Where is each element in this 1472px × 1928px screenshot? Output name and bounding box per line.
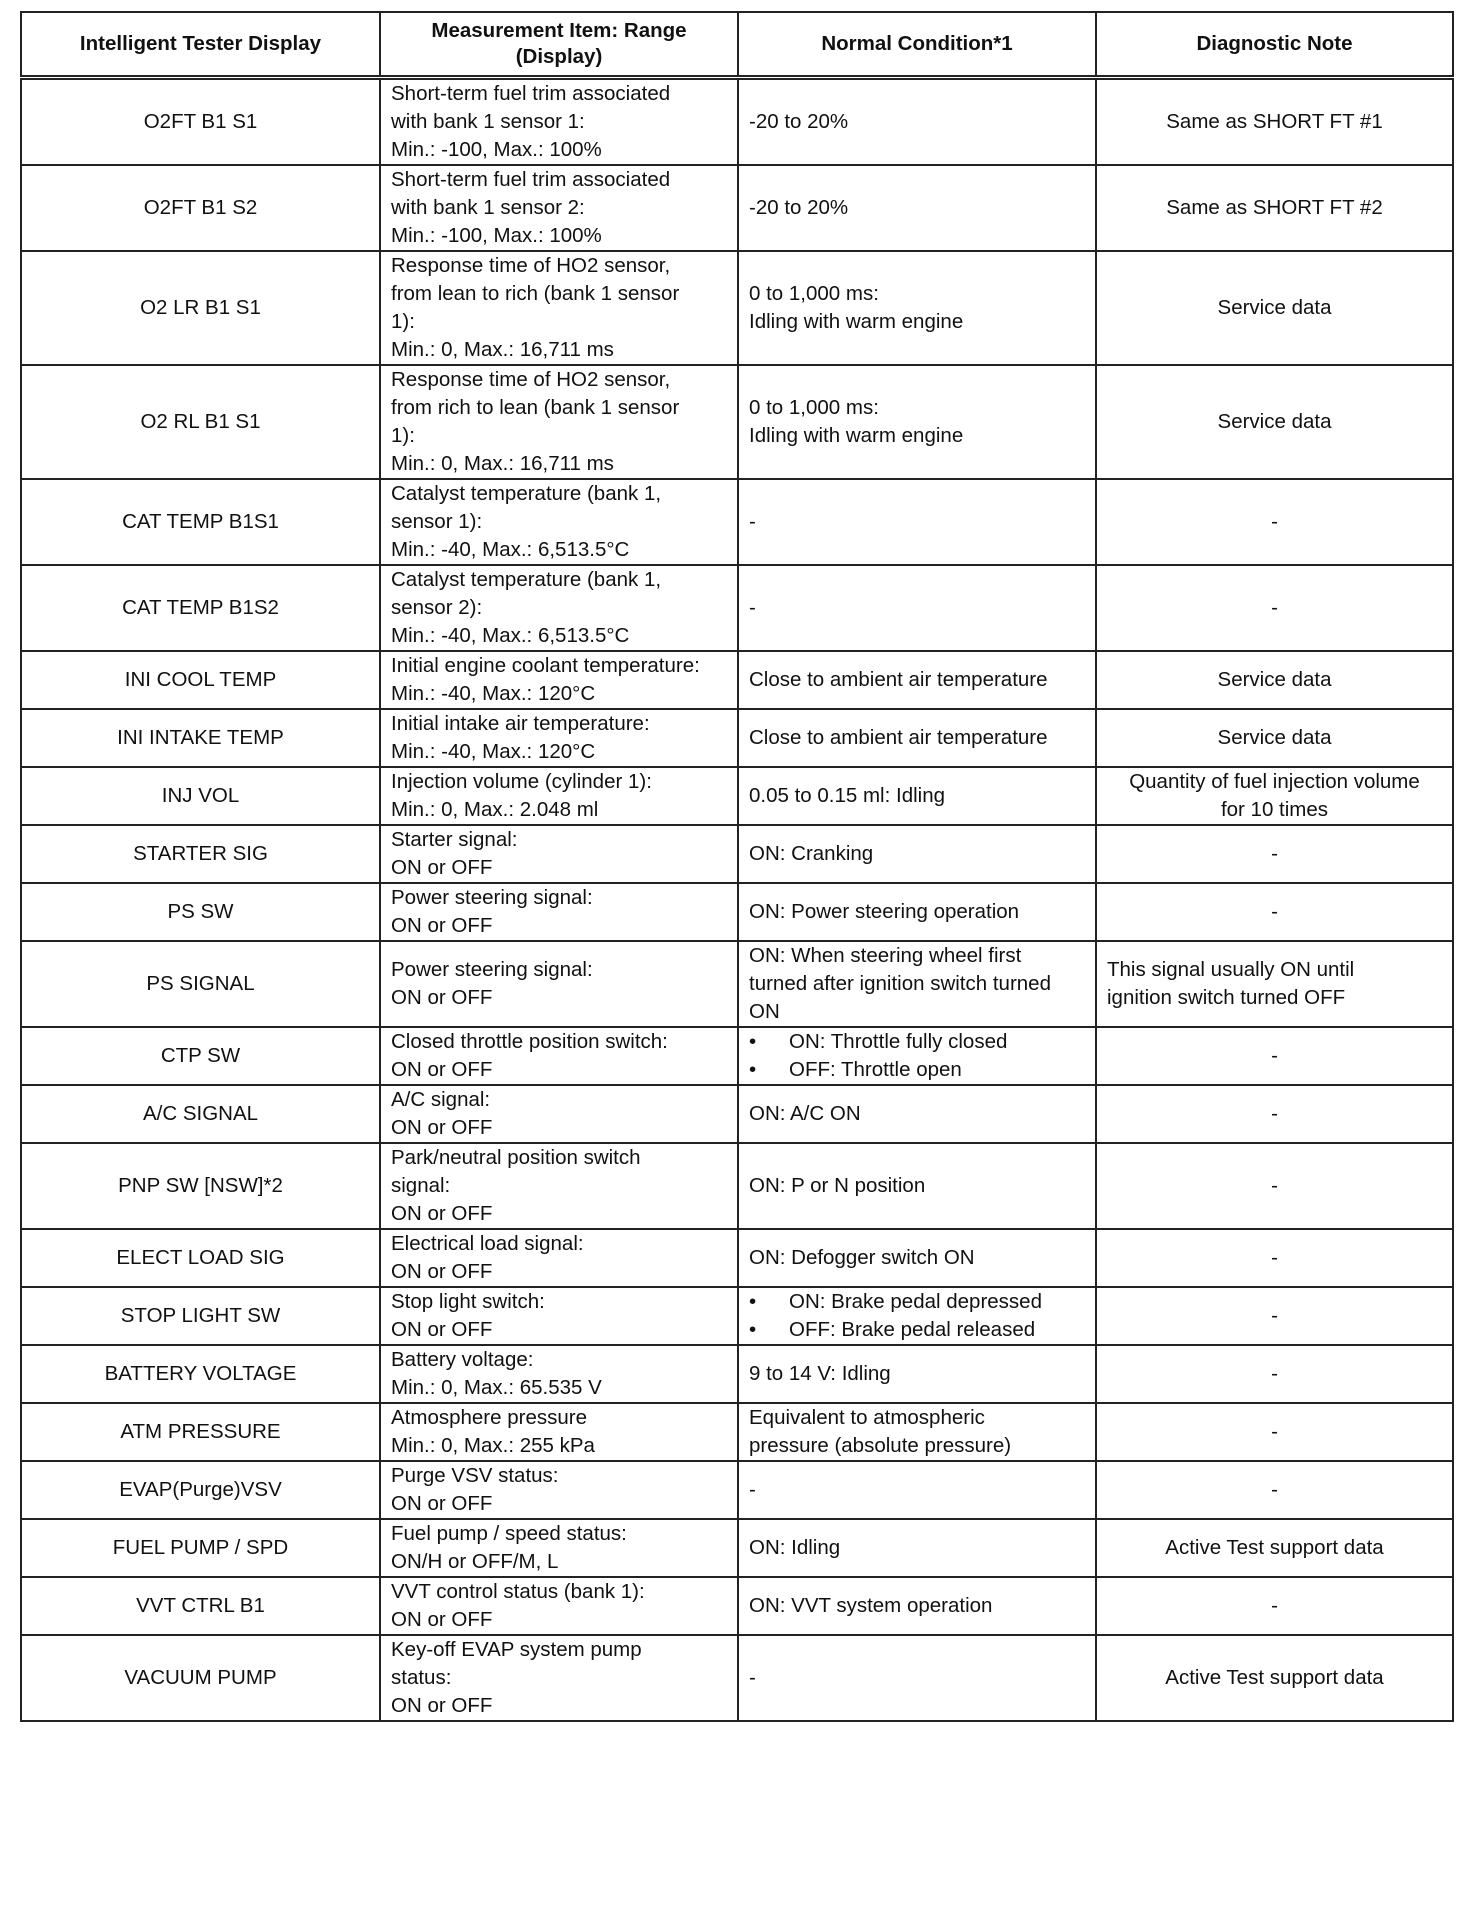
diagnostic-note-cell	[1096, 1143, 1453, 1229]
tester-display-cell: VVT CTRL B1	[21, 1577, 380, 1635]
table-row	[21, 709, 1453, 767]
diagnostic-note-cell	[1096, 1403, 1453, 1461]
normal-condition-line: -20 to 20%	[749, 196, 849, 219]
normal-condition-cell	[738, 709, 1096, 767]
measurement-line: sensor 1):	[391, 510, 483, 533]
normal-condition-line: ON: P or N position	[749, 1174, 926, 1197]
table-row	[21, 1027, 1453, 1085]
measurement-line: ON or OFF	[391, 1116, 493, 1139]
measurement-line: Min.: 0, Max.: 255 kPa	[391, 1434, 595, 1457]
measurement-line: Min.: -40, Max.: 120°C	[391, 740, 596, 763]
measurement-item-cell	[380, 1519, 738, 1577]
measurement-item-cell	[380, 1027, 738, 1085]
measurement-line: signal:	[391, 1174, 451, 1197]
diagnostic-note-line: Active Test support data	[1165, 1536, 1384, 1559]
measurement-line: Response time of HO2 sensor,	[391, 368, 671, 391]
diagnostic-note-cell	[1096, 767, 1453, 825]
tester-display-cell: PNP SW [NSW]*2	[21, 1143, 380, 1229]
normal-condition-cell	[738, 1085, 1096, 1143]
measurement-line: Initial engine coolant temperature:	[391, 654, 700, 677]
measurement-item-cell	[380, 651, 738, 709]
measurement-line: Min.: -40, Max.: 6,513.5°C	[391, 624, 630, 647]
measurement-line: 1):	[391, 310, 415, 333]
normal-condition-line: -	[749, 510, 756, 533]
measurement-item-cell	[380, 365, 738, 479]
measurement-line: Injection volume (cylinder 1):	[391, 770, 652, 793]
table-row	[21, 1287, 1453, 1345]
measurement-item-cell	[380, 1403, 738, 1461]
measurement-item-cell	[380, 479, 738, 565]
measurement-line: Starter signal:	[391, 828, 518, 851]
measurement-item-cell	[380, 1143, 738, 1229]
measurement-item-cell	[380, 1345, 738, 1403]
table-row	[21, 767, 1453, 825]
measurement-line: Catalyst temperature (bank 1,	[391, 568, 662, 591]
measurement-line: Purge VSV status:	[391, 1464, 559, 1487]
normal-condition-cell	[738, 1519, 1096, 1577]
tester-display-cell: A/C SIGNAL	[21, 1085, 380, 1143]
normal-condition-line: 0 to 1,000 ms:	[749, 396, 879, 419]
normal-condition-line: ON: Throttle fully closed	[789, 1030, 1008, 1053]
tester-display-cell: STOP LIGHT SW	[21, 1287, 380, 1345]
measurement-line: ON or OFF	[391, 1058, 493, 1081]
normal-condition-cell	[738, 767, 1096, 825]
table-row	[21, 1577, 1453, 1635]
normal-condition-cell	[738, 1287, 1096, 1345]
measurement-item-cell	[380, 767, 738, 825]
normal-condition-line: ON: Cranking	[749, 842, 874, 865]
diagnostic-note-cell	[1096, 651, 1453, 709]
measurement-item-cell	[380, 941, 738, 1027]
measurement-line: Min.: -100, Max.: 100%	[391, 224, 602, 247]
normal-condition-bullet-item	[749, 1056, 1085, 1084]
measurement-item-cell	[380, 165, 738, 251]
tester-display-cell: STARTER SIG	[21, 825, 380, 883]
tester-display-cell: PS SIGNAL	[21, 941, 380, 1027]
tester-display-cell: BATTERY VOLTAGE	[21, 1345, 380, 1403]
table-row	[21, 1345, 1453, 1403]
diagnostic-note-line: Service data	[1217, 668, 1332, 691]
diagnostic-note-cell	[1096, 1027, 1453, 1085]
diagnostic-note-cell	[1096, 1635, 1453, 1721]
tester-display-cell: ELECT LOAD SIG	[21, 1229, 380, 1287]
normal-condition-bullet-item	[749, 1028, 1085, 1056]
measurement-line: ON/H or OFF/M, L	[391, 1550, 559, 1573]
measurement-line: Short-term fuel trim associated	[391, 168, 671, 191]
normal-condition-cell	[738, 565, 1096, 651]
diagnostic-note-line: -	[1271, 1362, 1278, 1385]
table-body	[21, 78, 1453, 1722]
table-row	[21, 1461, 1453, 1519]
measurement-line: ON or OFF	[391, 1492, 493, 1515]
normal-condition-line: Idling with warm engine	[749, 310, 964, 333]
table-row	[21, 365, 1453, 479]
tester-display-cell: O2FT B1 S2	[21, 165, 380, 251]
table-row	[21, 165, 1453, 251]
diagnostic-note-line: for 10 times	[1220, 798, 1329, 821]
measurement-line: Min.: -40, Max.: 6,513.5°C	[391, 538, 630, 561]
measurement-item-cell	[380, 709, 738, 767]
diagnostic-note-line: -	[1271, 1304, 1278, 1327]
measurement-line: Short-term fuel trim associated	[391, 82, 671, 105]
measurement-item-cell	[380, 251, 738, 365]
diagnostic-note-cell	[1096, 709, 1453, 767]
normal-condition-cell	[738, 1461, 1096, 1519]
measurement-line: Min.: 0, Max.: 2.048 ml	[391, 798, 599, 821]
measurement-item-cell	[380, 883, 738, 941]
measurement-item-cell	[380, 1461, 738, 1519]
measurement-line: A/C signal:	[391, 1088, 491, 1111]
diagnostic-note-line: -	[1271, 1246, 1278, 1269]
normal-condition-line: Close to ambient air temperature	[749, 668, 1048, 691]
diagnostic-note-cell	[1096, 565, 1453, 651]
measurement-line: Response time of HO2 sensor,	[391, 254, 671, 277]
normal-condition-line: ON: A/C ON	[749, 1102, 861, 1125]
measurement-line: Fuel pump / speed status:	[391, 1522, 627, 1545]
normal-condition-line: ON: Idling	[749, 1536, 841, 1559]
measurement-line: Atmosphere pressure	[391, 1406, 587, 1429]
measurement-line: ON or OFF	[391, 914, 493, 937]
diagnostic-note-cell	[1096, 1461, 1453, 1519]
tester-display-cell: CTP SW	[21, 1027, 380, 1085]
table-row	[21, 251, 1453, 365]
measurement-line: Power steering signal:	[391, 886, 593, 909]
tester-display-cell: INI COOL TEMP	[21, 651, 380, 709]
diagnostic-note-cell	[1096, 78, 1453, 166]
measurement-line: VVT control status (bank 1):	[391, 1580, 645, 1603]
normal-condition-cell	[738, 1143, 1096, 1229]
diagnostic-note-cell	[1096, 479, 1453, 565]
normal-condition-cell	[738, 1577, 1096, 1635]
measurement-line: Stop light switch:	[391, 1290, 545, 1313]
diagnostic-note-cell	[1096, 825, 1453, 883]
normal-condition-line: -20 to 20%	[749, 110, 849, 133]
tester-display-cell: PS SW	[21, 883, 380, 941]
normal-condition-line: -	[749, 1478, 756, 1501]
bullet-icon: •	[749, 1290, 757, 1313]
tester-display-cell: INI INTAKE TEMP	[21, 709, 380, 767]
table-row	[21, 1143, 1453, 1229]
tester-display-cell: ATM PRESSURE	[21, 1403, 380, 1461]
normal-condition-cell	[738, 251, 1096, 365]
header-normal-condition: Normal Condition*1	[738, 12, 1096, 78]
measurement-line: Catalyst temperature (bank 1,	[391, 482, 662, 505]
measurement-line: Min.: 0, Max.: 16,711 ms	[391, 338, 614, 361]
tester-display-cell: EVAP(Purge)VSV	[21, 1461, 380, 1519]
tester-display-cell: O2 LR B1 S1	[21, 251, 380, 365]
measurement-line: with bank 1 sensor 1:	[391, 110, 585, 133]
diagnostic-note-line: -	[1271, 1102, 1278, 1125]
table-row	[21, 78, 1453, 166]
normal-condition-line: ON: VVT system operation	[749, 1594, 993, 1617]
normal-condition-line: ON: Brake pedal depressed	[789, 1290, 1042, 1313]
bullet-icon: •	[749, 1058, 757, 1081]
measurement-item-cell	[380, 1287, 738, 1345]
diagnostic-note-line: Service data	[1217, 410, 1332, 433]
table-row	[21, 1519, 1453, 1577]
diagnostic-note-line: -	[1271, 1478, 1278, 1501]
diagnostic-note-cell	[1096, 1577, 1453, 1635]
diagnostic-note-cell	[1096, 1085, 1453, 1143]
table-row	[21, 883, 1453, 941]
header-diagnostic-note: Diagnostic Note	[1096, 12, 1453, 78]
diagnostic-note-cell	[1096, 165, 1453, 251]
tester-display-cell: VACUUM PUMP	[21, 1635, 380, 1721]
table-row	[21, 1085, 1453, 1143]
measurement-line: ON or OFF	[391, 856, 493, 879]
table-header	[21, 12, 1453, 78]
diagnostic-note-cell	[1096, 1229, 1453, 1287]
header-measurement-item: Measurement Item: Range (Display)	[380, 12, 738, 78]
normal-condition-cell	[738, 479, 1096, 565]
measurement-line: Power steering signal:	[391, 958, 593, 981]
normal-condition-cell	[738, 165, 1096, 251]
table-row	[21, 1229, 1453, 1287]
diagnostic-note-cell	[1096, 251, 1453, 365]
measurement-line: status:	[391, 1666, 452, 1689]
measurement-line: Electrical load signal:	[391, 1232, 584, 1255]
normal-condition-line: pressure (absolute pressure)	[749, 1434, 1012, 1457]
normal-condition-line: ON: Defogger switch ON	[749, 1246, 975, 1269]
table-row	[21, 651, 1453, 709]
normal-condition-line: ON: When steering wheel first	[749, 944, 1022, 967]
tester-display-cell: CAT TEMP B1S1	[21, 479, 380, 565]
measurement-line: Key-off EVAP system pump	[391, 1638, 642, 1661]
normal-condition-line: 0 to 1,000 ms:	[749, 282, 879, 305]
measurement-line: ON or OFF	[391, 1318, 493, 1341]
diagnostic-note-line: -	[1271, 1174, 1278, 1197]
measurement-item-cell	[380, 565, 738, 651]
normal-condition-line: OFF: Brake pedal released	[789, 1318, 1036, 1341]
measurement-line: Closed throttle position switch:	[391, 1030, 668, 1053]
measurement-line: Min.: -100, Max.: 100%	[391, 138, 602, 161]
diagnostic-note-cell	[1096, 1287, 1453, 1345]
normal-condition-cell	[738, 941, 1096, 1027]
diagnostic-note-line: Same as SHORT FT #2	[1166, 196, 1383, 219]
tester-display-cell: O2 RL B1 S1	[21, 365, 380, 479]
measurement-line: ON or OFF	[391, 1260, 493, 1283]
table-row	[21, 825, 1453, 883]
normal-condition-bullet-item	[749, 1288, 1085, 1316]
measurement-line: ON or OFF	[391, 986, 493, 1009]
normal-condition-cell	[738, 825, 1096, 883]
diagnostic-note-line: Service data	[1217, 296, 1332, 319]
diagnostic-note-line: -	[1271, 1594, 1278, 1617]
normal-condition-line: turned after ignition switch turned	[749, 972, 1051, 995]
tester-display-cell: FUEL PUMP / SPD	[21, 1519, 380, 1577]
normal-condition-line: -	[749, 1666, 756, 1689]
diagnostic-note-cell	[1096, 883, 1453, 941]
diagnostic-note-cell	[1096, 941, 1453, 1027]
tester-display-cell: CAT TEMP B1S2	[21, 565, 380, 651]
diagnostic-note-line: -	[1271, 900, 1278, 923]
table-row	[21, 1403, 1453, 1461]
measurement-line: Battery voltage:	[391, 1348, 534, 1371]
diagnostic-note-line: -	[1271, 596, 1278, 619]
normal-condition-line: ON: Power steering operation	[749, 900, 1020, 923]
normal-condition-line: Idling with warm engine	[749, 424, 964, 447]
normal-condition-cell	[738, 1403, 1096, 1461]
diagnostic-note-cell	[1096, 365, 1453, 479]
diagnostic-note-cell	[1096, 1519, 1453, 1577]
measurement-item-cell	[380, 1577, 738, 1635]
measurement-line: 1):	[391, 424, 415, 447]
measurement-line: with bank 1 sensor 2:	[391, 196, 585, 219]
diagnostic-data-table	[20, 11, 1454, 1722]
normal-condition-cell	[738, 1229, 1096, 1287]
diagnostic-note-cell	[1096, 1345, 1453, 1403]
table-row	[21, 479, 1453, 565]
diagnostic-note-line: -	[1271, 1044, 1278, 1067]
diagnostic-note-line: This signal usually ON until	[1107, 958, 1355, 981]
measurement-item-cell	[380, 78, 738, 166]
normal-condition-line: -	[749, 596, 756, 619]
measurement-item-cell	[380, 1229, 738, 1287]
normal-condition-line: ON	[749, 1000, 780, 1023]
measurement-item-cell	[380, 825, 738, 883]
header-row	[21, 12, 1453, 78]
normal-condition-line: 0.05 to 0.15 ml: Idling	[749, 784, 946, 807]
normal-condition-line: Close to ambient air temperature	[749, 726, 1048, 749]
diagnostic-note-line: ignition switch turned OFF	[1107, 986, 1346, 1009]
measurement-line: Min.: 0, Max.: 16,711 ms	[391, 452, 614, 475]
measurement-item-cell	[380, 1085, 738, 1143]
bullet-icon: •	[749, 1030, 757, 1053]
normal-condition-cell	[738, 365, 1096, 479]
normal-condition-cell	[738, 651, 1096, 709]
measurement-line: Min.: -40, Max.: 120°C	[391, 682, 596, 705]
normal-condition-cell	[738, 1027, 1096, 1085]
measurement-line: ON or OFF	[391, 1202, 493, 1225]
tester-display-cell: O2FT B1 S1	[21, 78, 380, 166]
bullet-icon: •	[749, 1318, 757, 1341]
diagnostic-note-line: Service data	[1217, 726, 1332, 749]
measurement-line: Min.: 0, Max.: 65.535 V	[391, 1376, 602, 1399]
measurement-item-cell	[380, 1635, 738, 1721]
normal-condition-line: Equivalent to atmospheric	[749, 1406, 985, 1429]
measurement-line: from rich to lean (bank 1 sensor	[391, 396, 680, 419]
table-row	[21, 941, 1453, 1027]
diagnostic-note-line: Quantity of fuel injection volume	[1129, 770, 1420, 793]
table-row	[21, 565, 1453, 651]
normal-condition-cell	[738, 883, 1096, 941]
normal-condition-cell	[738, 78, 1096, 166]
measurement-line: sensor 2):	[391, 596, 483, 619]
tester-display-cell: INJ VOL	[21, 767, 380, 825]
normal-condition-cell	[738, 1345, 1096, 1403]
normal-condition-line: 9 to 14 V: Idling	[749, 1362, 891, 1385]
table-row	[21, 1635, 1453, 1721]
measurement-line: Initial intake air temperature:	[391, 712, 650, 735]
measurement-line: ON or OFF	[391, 1608, 493, 1631]
diagnostic-note-line: Active Test support data	[1165, 1666, 1384, 1689]
normal-condition-line: OFF: Throttle open	[789, 1058, 962, 1081]
diagnostic-note-line: -	[1271, 510, 1278, 533]
normal-condition-cell	[738, 1635, 1096, 1721]
normal-condition-bullet-item	[749, 1316, 1085, 1344]
diagnostic-note-line: Same as SHORT FT #1	[1166, 110, 1383, 133]
measurement-line: ON or OFF	[391, 1694, 493, 1717]
header-tester-display: Intelligent Tester Display	[21, 12, 380, 78]
diagnostic-note-line: -	[1271, 1420, 1278, 1443]
diagnostic-note-line: -	[1271, 842, 1278, 865]
measurement-line: from lean to rich (bank 1 sensor	[391, 282, 680, 305]
measurement-line: Park/neutral position switch	[391, 1146, 641, 1169]
